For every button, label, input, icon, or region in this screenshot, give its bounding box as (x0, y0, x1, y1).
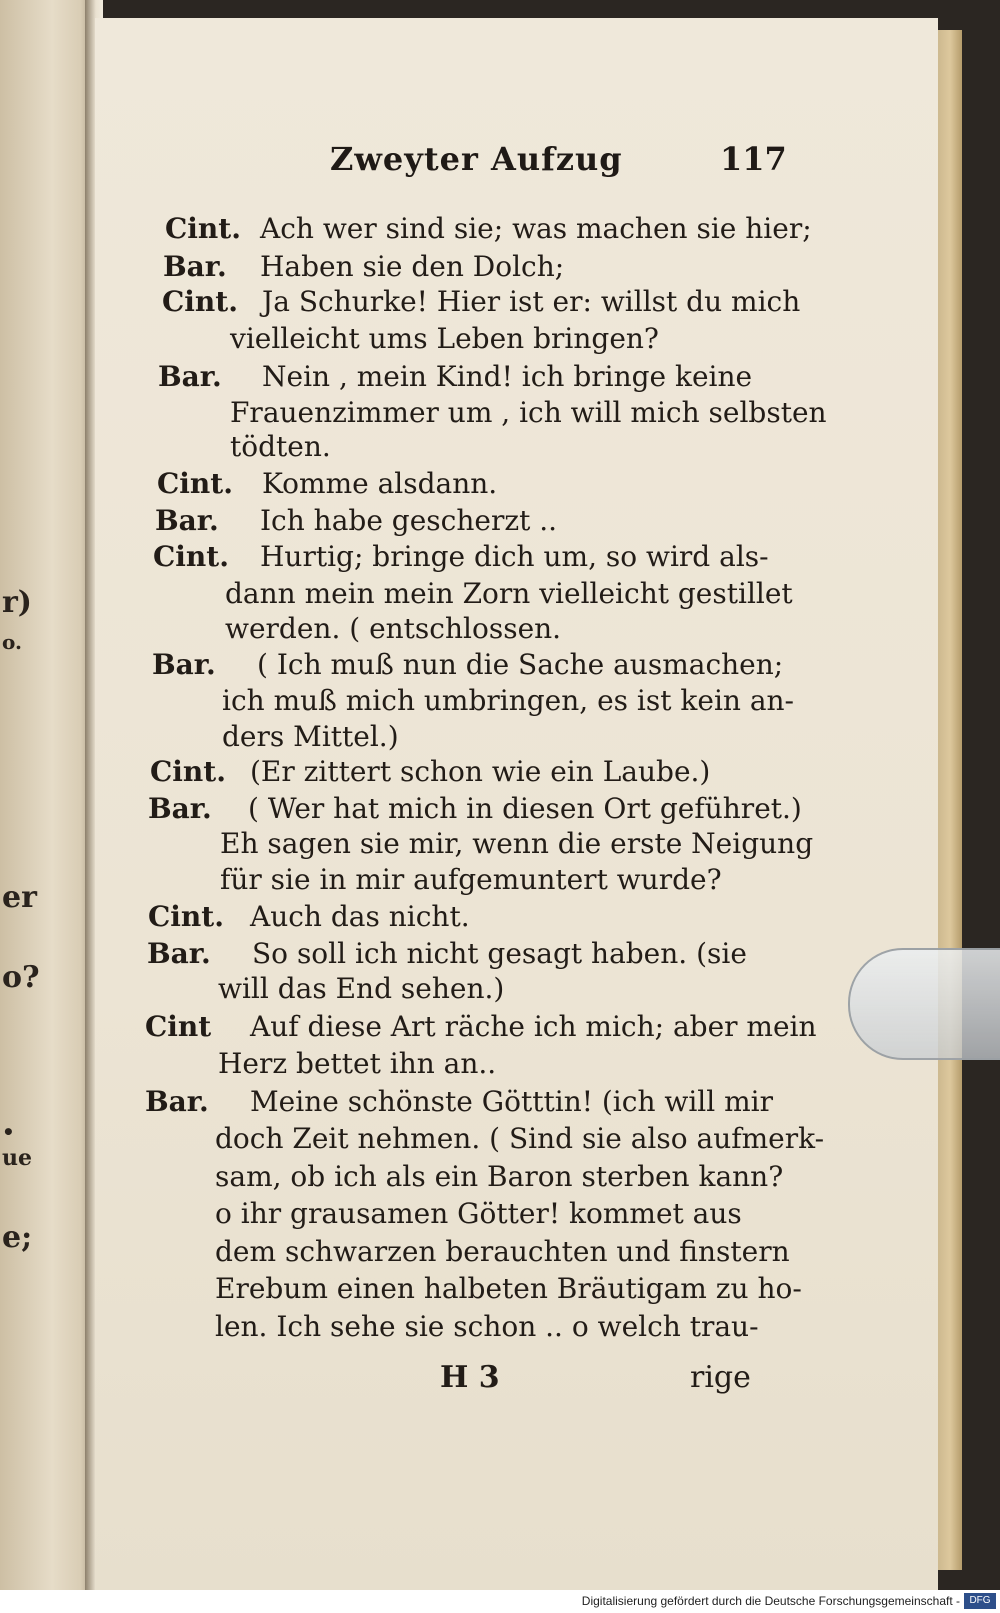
line-text: Herz bettet ihn an.. (218, 1047, 497, 1080)
text-line (148, 900, 470, 934)
text-line (225, 612, 561, 646)
text-line (215, 1272, 802, 1306)
speaker: Cint. (165, 212, 241, 245)
line-text: Meine schönste Götttin! (ich will mir (250, 1085, 774, 1118)
text-line (145, 1085, 774, 1119)
line-text: dem schwarzen berauchten und finstern (215, 1235, 790, 1268)
text-line (215, 1310, 759, 1344)
line-text: für sie in mir aufgemuntert wurde? (220, 863, 722, 896)
text-line (150, 755, 711, 789)
text-line (157, 467, 498, 501)
text-line (222, 720, 399, 754)
text-line (230, 396, 827, 430)
text-line (165, 212, 812, 246)
speaker: Bar. (158, 360, 222, 393)
line-text: len. Ich sehe sie schon .. o welch trau- (215, 1310, 759, 1343)
speaker: Bar. (163, 250, 227, 283)
text-line (147, 937, 747, 971)
text-line (218, 1047, 496, 1081)
line-text: Auf diese Art räche ich mich; aber mein (250, 1010, 817, 1043)
line-text: vielleicht ums Leben bringen? (230, 322, 659, 355)
line-text: Ja Schurke! Hier ist er: willst du mich (262, 285, 801, 318)
page-number: 117 (720, 140, 787, 178)
text-line (218, 972, 504, 1006)
signature-mark: H 3 (440, 1360, 500, 1395)
left-page-fragment: e; (2, 1220, 33, 1255)
speaker: Cint. (162, 285, 238, 318)
line-text: Nein , mein Kind! ich bringe keine (262, 360, 753, 393)
text-line (215, 1197, 742, 1231)
text-line (155, 504, 558, 538)
catchword: rige (690, 1360, 751, 1395)
left-page-fragment: o? (2, 960, 40, 995)
text-line (163, 250, 565, 284)
speaker: Cint (145, 1010, 212, 1043)
line-text: So soll ich nicht gesagt haben. (sie (252, 937, 747, 970)
speaker: Bar. (145, 1085, 209, 1118)
line-text: Auch das nicht. (250, 900, 470, 933)
text-line (152, 648, 784, 682)
line-text: werden. ( entschlossen. (225, 612, 562, 645)
text-line (153, 540, 769, 574)
line-text: will das End sehen.) (218, 972, 505, 1005)
text-line (220, 827, 813, 861)
dfg-logo: DFG (964, 1593, 996, 1609)
line-text: tödten. (230, 430, 331, 463)
line-text: Hurtig; bringe dich um, so wird als- (260, 540, 769, 573)
speaker: Bar. (147, 937, 211, 970)
running-head: Zweyter Aufzug (330, 140, 623, 178)
text-line (215, 1122, 824, 1156)
text-line (145, 1010, 817, 1044)
line-text: Frauenzimmer um , ich will mich selbsten (230, 396, 827, 429)
speaker: Cint. (150, 755, 226, 788)
line-text: (Er zittert schon wie ein Laube.) (250, 755, 711, 788)
line-text: ( Ich muß nun die Sache ausmachen; (257, 648, 784, 681)
left-page (0, 0, 95, 1590)
line-text: Komme alsdann. (262, 467, 498, 500)
speaker: Cint. (153, 540, 229, 573)
line-text: Ach wer sind sie; was machen sie hier; (260, 212, 812, 245)
text-line (162, 285, 801, 319)
left-page-fragment: • (2, 1120, 15, 1144)
text-line (230, 430, 331, 464)
left-page-fragment: ue (2, 1145, 32, 1171)
footer-credit: Digitalisierung gefördert durch die Deutsche Forschungsgemeinschaft - (581, 1594, 960, 1608)
text-line (158, 360, 753, 394)
line-text: Eh sagen sie mir, wenn die erste Neigung (220, 827, 814, 860)
line-text: ( Wer hat mich in diesen Ort geführet.) (248, 792, 802, 825)
speaker: Cint. (148, 900, 224, 933)
line-text: ich muß mich umbringen, es ist kein an- (222, 684, 795, 717)
line-text: Ich habe gescherzt .. (260, 504, 558, 537)
speaker: Bar. (148, 792, 212, 825)
speaker: Cint. (157, 467, 233, 500)
line-text: doch Zeit nehmen. ( Sind sie also aufmerk- (215, 1122, 825, 1155)
line-text: dann mein mein Zorn vielleicht gestillet (225, 577, 793, 610)
text-line (220, 863, 722, 897)
left-page-fragment: o. (2, 630, 22, 654)
footer (0, 1590, 1000, 1613)
text-line (222, 684, 794, 718)
left-page-fragment: er (2, 880, 37, 915)
line-text: Haben sie den Dolch; (260, 250, 565, 283)
text-line (215, 1235, 790, 1269)
left-page-fragment: r) (2, 585, 32, 620)
text-line (230, 322, 659, 356)
text-line (215, 1160, 783, 1194)
line-text: Erebum einen halbeten Bräutigam zu ho- (215, 1272, 802, 1305)
page-clip (848, 948, 1000, 1060)
speaker: Bar. (155, 504, 219, 537)
text-line (148, 792, 802, 826)
line-text: o ihr grausamen Götter! kommet aus (215, 1197, 742, 1230)
text-line (225, 577, 793, 611)
line-text: sam, ob ich als ein Baron sterben kann? (215, 1160, 784, 1193)
speaker: Bar. (152, 648, 216, 681)
line-text: ders Mittel.) (222, 720, 399, 753)
page-edge (938, 30, 962, 1570)
